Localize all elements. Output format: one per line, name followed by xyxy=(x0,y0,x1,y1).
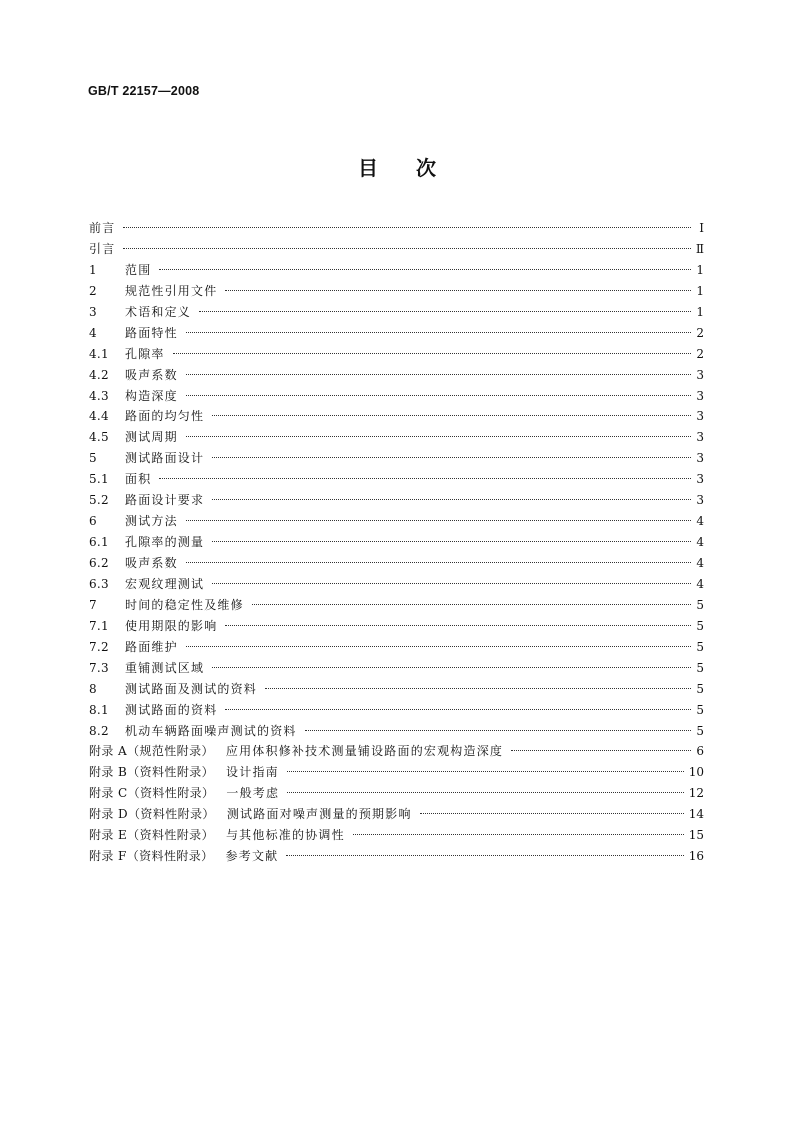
toc-entry-page: 3 xyxy=(696,388,704,403)
toc-dot-leader xyxy=(265,688,691,689)
toc-dot-leader xyxy=(305,730,691,731)
toc-entry-number: 附录 F（资料性附录） xyxy=(89,849,214,864)
toc-entry-number: 6.1 xyxy=(89,535,109,550)
toc-entry-number: 8.2 xyxy=(89,723,109,738)
toc-entry-page: 3 xyxy=(696,367,704,382)
toc-entry-number: 附录 E（资料性附录） xyxy=(89,828,214,843)
toc-dot-leader xyxy=(225,625,691,626)
toc-entry-number: 7.3 xyxy=(89,660,109,675)
toc-dot-leader xyxy=(212,499,691,500)
toc-dot-leader xyxy=(186,395,691,396)
toc-entry-page: 12 xyxy=(688,786,704,801)
toc-entry-number: 6 xyxy=(89,514,97,529)
toc-entry-title: 与其他标准的协调性 xyxy=(225,828,345,843)
toc-dot-leader xyxy=(173,353,691,354)
toc-entry[interactable] xyxy=(89,658,704,679)
toc-entry-page: 3 xyxy=(696,430,704,445)
toc-entry-number: 5.1 xyxy=(89,472,109,487)
toc-entry-number: 8.1 xyxy=(89,702,109,717)
toc-entry-number: 7.1 xyxy=(89,618,109,633)
toc-dot-leader xyxy=(199,311,691,312)
toc-entry-page: I xyxy=(699,221,704,235)
toc-entry-title: 一般考虑 xyxy=(226,786,280,801)
toc-dot-leader xyxy=(252,604,691,605)
page-title: 目次 xyxy=(358,156,474,180)
toc-dot-leader xyxy=(225,709,691,710)
toc-entry-title: 引言 xyxy=(89,241,116,256)
toc-entry-number: 4.1 xyxy=(89,346,109,361)
toc-dot-leader xyxy=(212,667,691,668)
toc-dot-leader xyxy=(123,248,690,249)
toc-dot-leader xyxy=(159,269,691,270)
toc-dot-leader xyxy=(420,813,684,814)
toc-entry[interactable] xyxy=(89,448,704,469)
toc-entry-page: 5 xyxy=(696,681,704,696)
toc-entry[interactable] xyxy=(89,804,704,825)
toc-entry[interactable] xyxy=(89,427,704,448)
toc-entry[interactable] xyxy=(89,260,704,281)
toc-entry-page: 1 xyxy=(696,262,704,277)
toc-entry-number: 4.5 xyxy=(89,430,109,445)
toc-entry-page: 15 xyxy=(688,828,704,843)
toc-entry-title: 吸声系数 xyxy=(125,367,178,382)
toc-entry-title: 吸声系数 xyxy=(125,556,178,570)
toc-entry-number: 4 xyxy=(89,325,97,340)
toc-entry-page: 3 xyxy=(696,472,704,487)
toc-entry-page: 10 xyxy=(688,765,704,780)
toc-entry-title: 测试路面设计 xyxy=(125,451,205,466)
toc-entry-page: 5 xyxy=(696,597,704,612)
toc-dot-leader xyxy=(225,290,691,291)
toc-entry-page: 2 xyxy=(696,325,704,340)
toc-entry-page: 3 xyxy=(696,409,704,424)
toc-entry[interactable] xyxy=(89,679,704,700)
toc-entry[interactable] xyxy=(89,469,704,490)
toc-entry[interactable] xyxy=(89,344,704,365)
toc-entry-number: 6.2 xyxy=(89,556,109,570)
toc-entry-title: 前言 xyxy=(89,221,116,235)
toc-entry[interactable] xyxy=(89,553,704,574)
toc-entry-number: 2 xyxy=(89,283,97,298)
toc-dot-leader xyxy=(212,541,691,542)
toc-entry[interactable] xyxy=(89,783,704,804)
toc-entry-page: 16 xyxy=(688,849,704,864)
toc-dot-leader xyxy=(186,562,691,563)
toc-dot-leader xyxy=(123,227,691,228)
toc-entry-page: 5 xyxy=(696,702,704,717)
toc-entry-title: 测试路面及测试的资料 xyxy=(125,681,258,696)
toc-dot-leader xyxy=(186,520,691,521)
toc-entry[interactable] xyxy=(89,637,704,658)
toc-entry-number: 6.3 xyxy=(89,576,109,591)
toc-entry[interactable] xyxy=(89,406,704,427)
toc-entry-number: 4.3 xyxy=(89,388,109,403)
table-of-contents xyxy=(89,218,704,867)
toc-entry-title: 术语和定义 xyxy=(125,304,192,319)
toc-entry-number: 3 xyxy=(89,304,97,319)
toc-entry-number: 7.2 xyxy=(89,639,109,654)
toc-entry-number: 附录 D（资料性附录） xyxy=(89,807,215,822)
toc-entry-number: 8 xyxy=(89,681,97,696)
toc-entry-page: 4 xyxy=(696,556,704,570)
toc-entry-number: 7 xyxy=(89,597,97,612)
toc-entry-title: 测试路面的资料 xyxy=(125,702,218,717)
toc-entry-number: 4.4 xyxy=(89,409,109,424)
toc-entry-number: 4.2 xyxy=(89,367,109,382)
toc-entry-page: 3 xyxy=(696,493,704,508)
toc-entry-title: 测试方法 xyxy=(125,514,178,529)
toc-entry-title: 构造深度 xyxy=(125,388,178,403)
toc-entry-title: 宏观纹理测试 xyxy=(125,576,205,591)
toc-entry-page: Ⅱ xyxy=(695,241,704,256)
toc-entry-page: 5 xyxy=(696,723,704,738)
toc-entry-page: 5 xyxy=(696,639,704,654)
toc-entry-title: 路面设计要求 xyxy=(125,493,205,508)
toc-dot-leader xyxy=(353,834,684,835)
toc-entry[interactable] xyxy=(89,218,704,239)
toc-entry-page: 4 xyxy=(696,514,704,529)
toc-entry[interactable] xyxy=(89,741,704,762)
toc-dot-leader xyxy=(286,855,683,856)
toc-entry-page: 1 xyxy=(696,283,704,298)
toc-entry[interactable] xyxy=(89,721,704,742)
toc-entry-title: 使用期限的影响 xyxy=(125,618,218,633)
toc-entry-title: 面积 xyxy=(125,472,152,487)
toc-entry-number: 1 xyxy=(89,262,97,277)
toc-entry[interactable] xyxy=(89,532,704,553)
toc-dot-leader xyxy=(212,415,691,416)
toc-entry-title: 规范性引用文件 xyxy=(125,283,218,298)
toc-entry-number: 5 xyxy=(89,451,97,466)
toc-entry-page: 14 xyxy=(688,807,704,822)
toc-dot-leader xyxy=(186,646,691,647)
toc-entry-number: 附录 C（资料性附录） xyxy=(89,786,215,801)
toc-entry[interactable] xyxy=(89,700,704,721)
toc-entry-title: 应用体积修补技术测量铺设路面的宏观构造深度 xyxy=(225,744,504,759)
toc-entry[interactable] xyxy=(89,616,704,637)
toc-entry-title: 路面的均匀性 xyxy=(125,409,205,424)
toc-entry-title: 范围 xyxy=(125,262,152,277)
toc-entry-title: 参考文献 xyxy=(225,849,279,864)
toc-entry-page: 1 xyxy=(696,304,704,319)
toc-dot-leader xyxy=(186,332,691,333)
toc-entry[interactable] xyxy=(89,386,704,407)
toc-entry-title: 路面维护 xyxy=(125,639,178,654)
toc-entry-page: 5 xyxy=(696,660,704,675)
toc-entry-page: 3 xyxy=(696,451,704,466)
toc-entry[interactable] xyxy=(89,365,704,386)
toc-entry-page: 2 xyxy=(696,346,704,361)
toc-entry-number: 附录 B（资料性附录） xyxy=(89,765,215,780)
toc-entry-title: 设计指南 xyxy=(226,765,279,780)
toc-entry[interactable] xyxy=(89,281,704,302)
toc-entry-title: 重铺测试区域 xyxy=(125,660,205,675)
toc-entry-title: 路面特性 xyxy=(125,325,178,340)
toc-entry[interactable] xyxy=(89,239,704,260)
toc-entry[interactable] xyxy=(89,511,704,532)
toc-entry[interactable] xyxy=(89,302,704,323)
toc-entry-title: 孔隙率 xyxy=(125,346,165,361)
toc-entry-page: 6 xyxy=(696,744,704,759)
toc-dot-leader xyxy=(287,771,684,772)
toc-entry-page: 4 xyxy=(696,535,704,550)
toc-entry-title: 测试周期 xyxy=(125,430,178,445)
toc-entry[interactable] xyxy=(89,846,704,867)
toc-entry-title: 时间的稳定性及维修 xyxy=(125,597,244,612)
standard-code: GB/T 22157—2008 xyxy=(88,84,200,98)
toc-dot-leader xyxy=(212,457,691,458)
toc-dot-leader xyxy=(159,478,691,479)
toc-entry[interactable] xyxy=(89,490,704,511)
toc-entry[interactable] xyxy=(89,762,704,783)
toc-entry-title: 孔隙率的测量 xyxy=(125,535,205,550)
toc-entry[interactable] xyxy=(89,323,704,344)
toc-entry-title: 测试路面对噪声测量的预期影响 xyxy=(226,807,412,822)
toc-dot-leader xyxy=(186,436,691,437)
toc-entry[interactable] xyxy=(89,595,704,616)
toc-entry-title: 机动车辆路面噪声测试的资料 xyxy=(125,723,297,738)
toc-dot-leader xyxy=(186,374,691,375)
toc-entry-page: 4 xyxy=(696,576,704,591)
toc-dot-leader xyxy=(287,792,684,793)
toc-entry[interactable] xyxy=(89,574,704,595)
toc-entry-number: 附录 A（规范性附录） xyxy=(89,744,214,759)
toc-dot-leader xyxy=(511,750,691,751)
toc-dot-leader xyxy=(212,583,691,584)
toc-entry-number: 5.2 xyxy=(89,493,109,508)
toc-entry-page: 5 xyxy=(696,618,704,633)
toc-entry[interactable] xyxy=(89,825,704,846)
